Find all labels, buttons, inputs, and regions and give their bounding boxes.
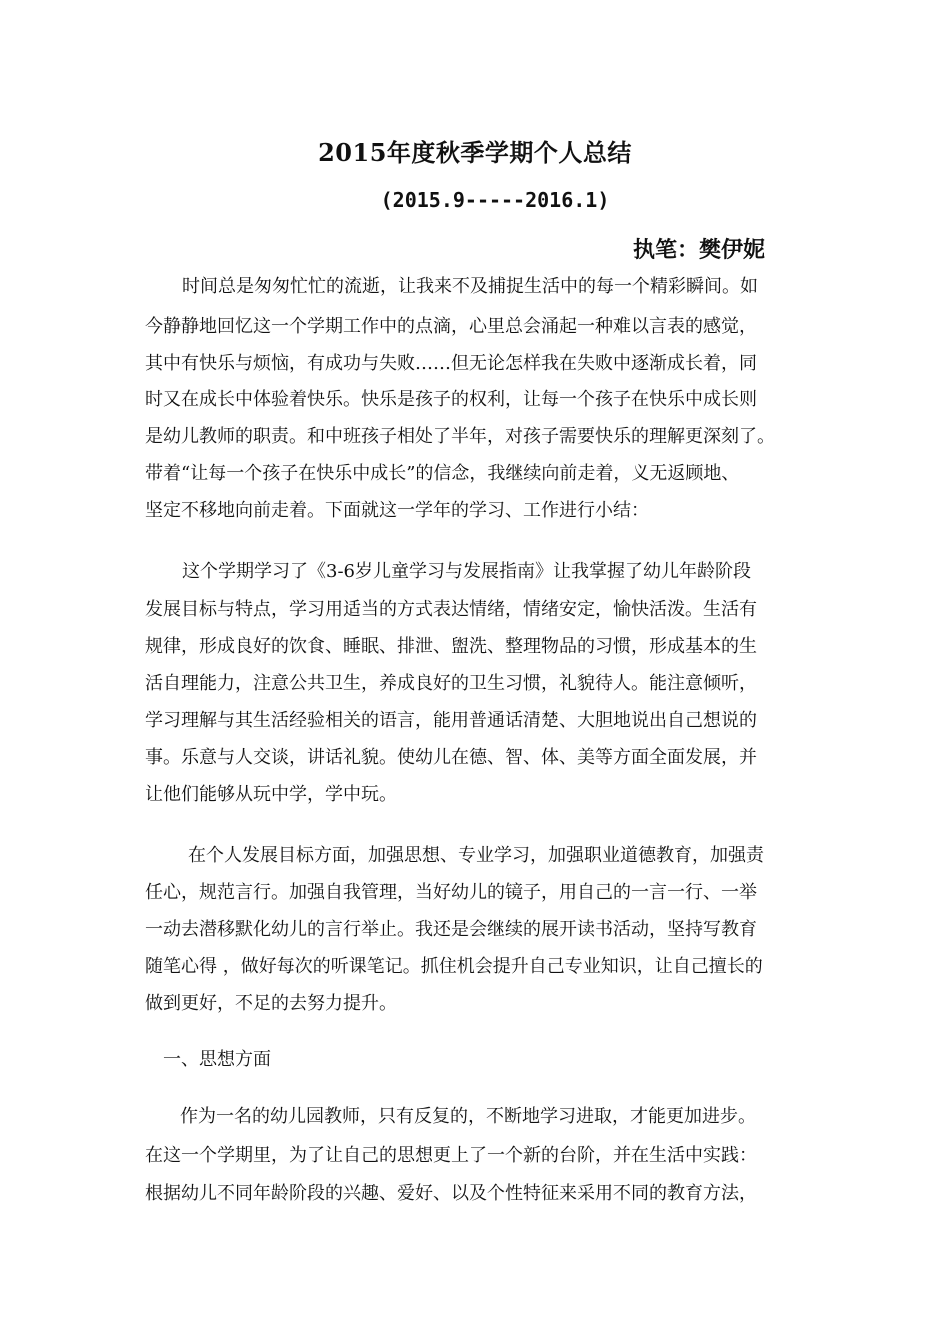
body-line: 时间总是匆匆忙忙的流逝，让我来不及捕捉生活中的每一个精彩瞬间。如 [182,276,758,297]
body-line: 随笔心得 ，做好每次的听课笔记。抓住机会提升自己专业知识，让自己擅长的 [145,956,763,977]
body-line: 活自理能力，注意公共卫生，养成良好的卫生习惯，礼貌待人。能注意倾听， [145,673,757,694]
body-line: 让他们能够从玩中学，学中玩。 [145,784,397,805]
body-line: 学习理解与其生活经验相关的语言，能用普通话清楚、大胆地说出自己想说的 [145,710,757,731]
body-line: 这个学期学习了《3-6岁儿童学习与发展指南》让我掌握了幼儿年龄阶段 [182,561,751,582]
section-heading: 一、思想方面 [163,1049,271,1070]
document-author: 执笔：樊伊妮 [633,237,766,263]
body-line: 一动去潜移默化幼儿的言行举止。我还是会继续的展开读书活动，坚持写教育 [145,919,757,940]
body-line: 根据幼儿不同年龄阶段的兴趣、爱好、以及个性特征来采用不同的教育方法， [145,1183,757,1204]
document-title: 2015年度秋季学期个人总结 [318,138,632,167]
body-line: 做到更好，不足的去努力提升。 [145,993,397,1014]
body-line: 规律，形成良好的饮食、睡眠、排泄、盥洗、整理物品的习惯，形成基本的生 [145,636,757,657]
body-line: 时又在成长中体验着快乐。快乐是孩子的权利，让每一个孩子在快乐中成长则 [145,389,757,410]
body-line: 在这一个学期里，为了让自己的思想更上了一个新的台阶，并在生活中实践： [145,1145,757,1166]
body-line: 发展目标与特点，学习用适当的方式表达情绪，情绪安定，愉快活泼。生活有 [145,599,757,620]
body-line: 事。乐意与人交谈，讲话礼貌。使幼儿在德、智、体、美等方面全面发展，并 [145,747,757,768]
body-line: 带着“让每一个孩子在快乐中成长”的信念，我继续向前走着，义无返顾地、 [145,463,740,484]
body-line: 是幼儿教师的职责。和中班孩子相处了半年，对孩子需要快乐的理解更深刻了。 [145,426,775,447]
body-line: 坚定不移地向前走着。下面就这一学年的学习、工作进行小结： [145,500,649,521]
body-line: 在个人发展目标方面，加强思想、专业学习，加强职业道德教育，加强责 [188,845,764,866]
body-line: 其中有快乐与烦恼，有成功与失败……但无论怎样我在失败中逐渐成长着，同 [145,353,757,374]
body-line: 任心，规范言行。加强自我管理，当好幼儿的镜子，用自己的一言一行、一举 [145,882,757,903]
body-line: 今静静地回忆这一个学期工作中的点滴，心里总会涌起一种难以言表的感觉， [145,316,757,337]
body-line: 作为一名的幼儿园教师，只有反复的，不断地学习进取，才能更加进步。 [180,1106,756,1127]
document-period: (2015.9-----2016.1) [380,188,610,212]
